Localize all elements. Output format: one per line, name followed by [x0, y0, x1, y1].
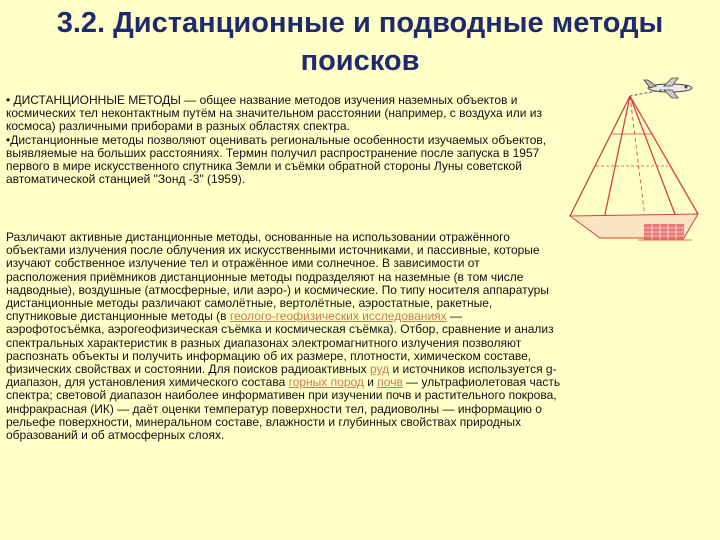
ground-grid — [570, 214, 698, 240]
slide-title — [0, 4, 720, 80]
title-line-1: 3.2. Дистанционные и подводные методы — [56, 7, 664, 39]
title-line-2: поисков — [300, 45, 420, 77]
methods-text-5: — ультрафиолетовая часть спектра; световой диапазон наиболее информативен при изучении почв и растительного покрова, инфракрасная (ИК) — даёт оценки температур поверхности тел, радиоволны — информацию о рельефе поверхности, минеральном составе, влажности и глубинных свойствах природных образований и об атмосферных слоях. — [6, 375, 561, 443]
paragraph-methods — [6, 231, 562, 442]
airplane-scan-beam-icon — [552, 74, 712, 274]
paragraph-definition: • ДИСТАНЦИОННЫЕ МЕТОДЫ — общее название методов изучения наземных объектов и космических тел неконтактным путём на значительном расстоянии (например, с воздуха или из космоса) различными приборами в разных областях спектра. — [6, 93, 542, 134]
methods-text-2: — аэрофотосъёмка, аэрогеофизическая съёмка и космическая съёмка). Отбор, сравнение и анализ спектральных характеристик в разных диапазонах электромагнитного излучения позволяют распознать объекты и получить информацию об их размере, плотности, химическом составе, физических свойствах и состоянии. Для поисков радиоактивных — [6, 309, 554, 377]
airplane-icon — [644, 78, 692, 98]
link-ores[interactable]: руд — [369, 362, 390, 377]
link-soils[interactable]: почв — [377, 375, 403, 390]
link-geophysical-research[interactable]: геолого-геофизических исследованиях — [229, 309, 447, 324]
methods-text-1: Различают активные дистанционные методы, основанные на использовании отражённого объектами излучения после облучения их искусственными источниками, и пассивные, которые изучают собственное излучение тел и отражённое ими солнечное. В зависимости от расположения приёмников дистанционные методы подразделяют на наземные (в том числе надводные), воздушные (атмосферные, или аэро-) и космические. По типу носителя аппаратуры дистанционные методы различают самолётные, вертолётные, аэростатные, ракетные, спутниковые дистанционные методы (в — [6, 230, 549, 324]
intro-block — [6, 94, 554, 186]
paragraph-history: •Дистанционные методы позволяют оценивать региональные особенности изучаемых объектов, выявляемые на больших расстояниях. Термин получил распространение после запуска в 1957 первого в мире искусственного спутника Земли и съёмки обратной стороны Луны советской автоматической станцией "Зонд -3" (1959). — [6, 132, 547, 187]
methods-text-3: и источников используется g-диапазон, для установления химического состава — [6, 362, 557, 390]
methods-text-4: и — [363, 375, 378, 390]
link-rocks[interactable]: горных пород — [288, 375, 364, 390]
